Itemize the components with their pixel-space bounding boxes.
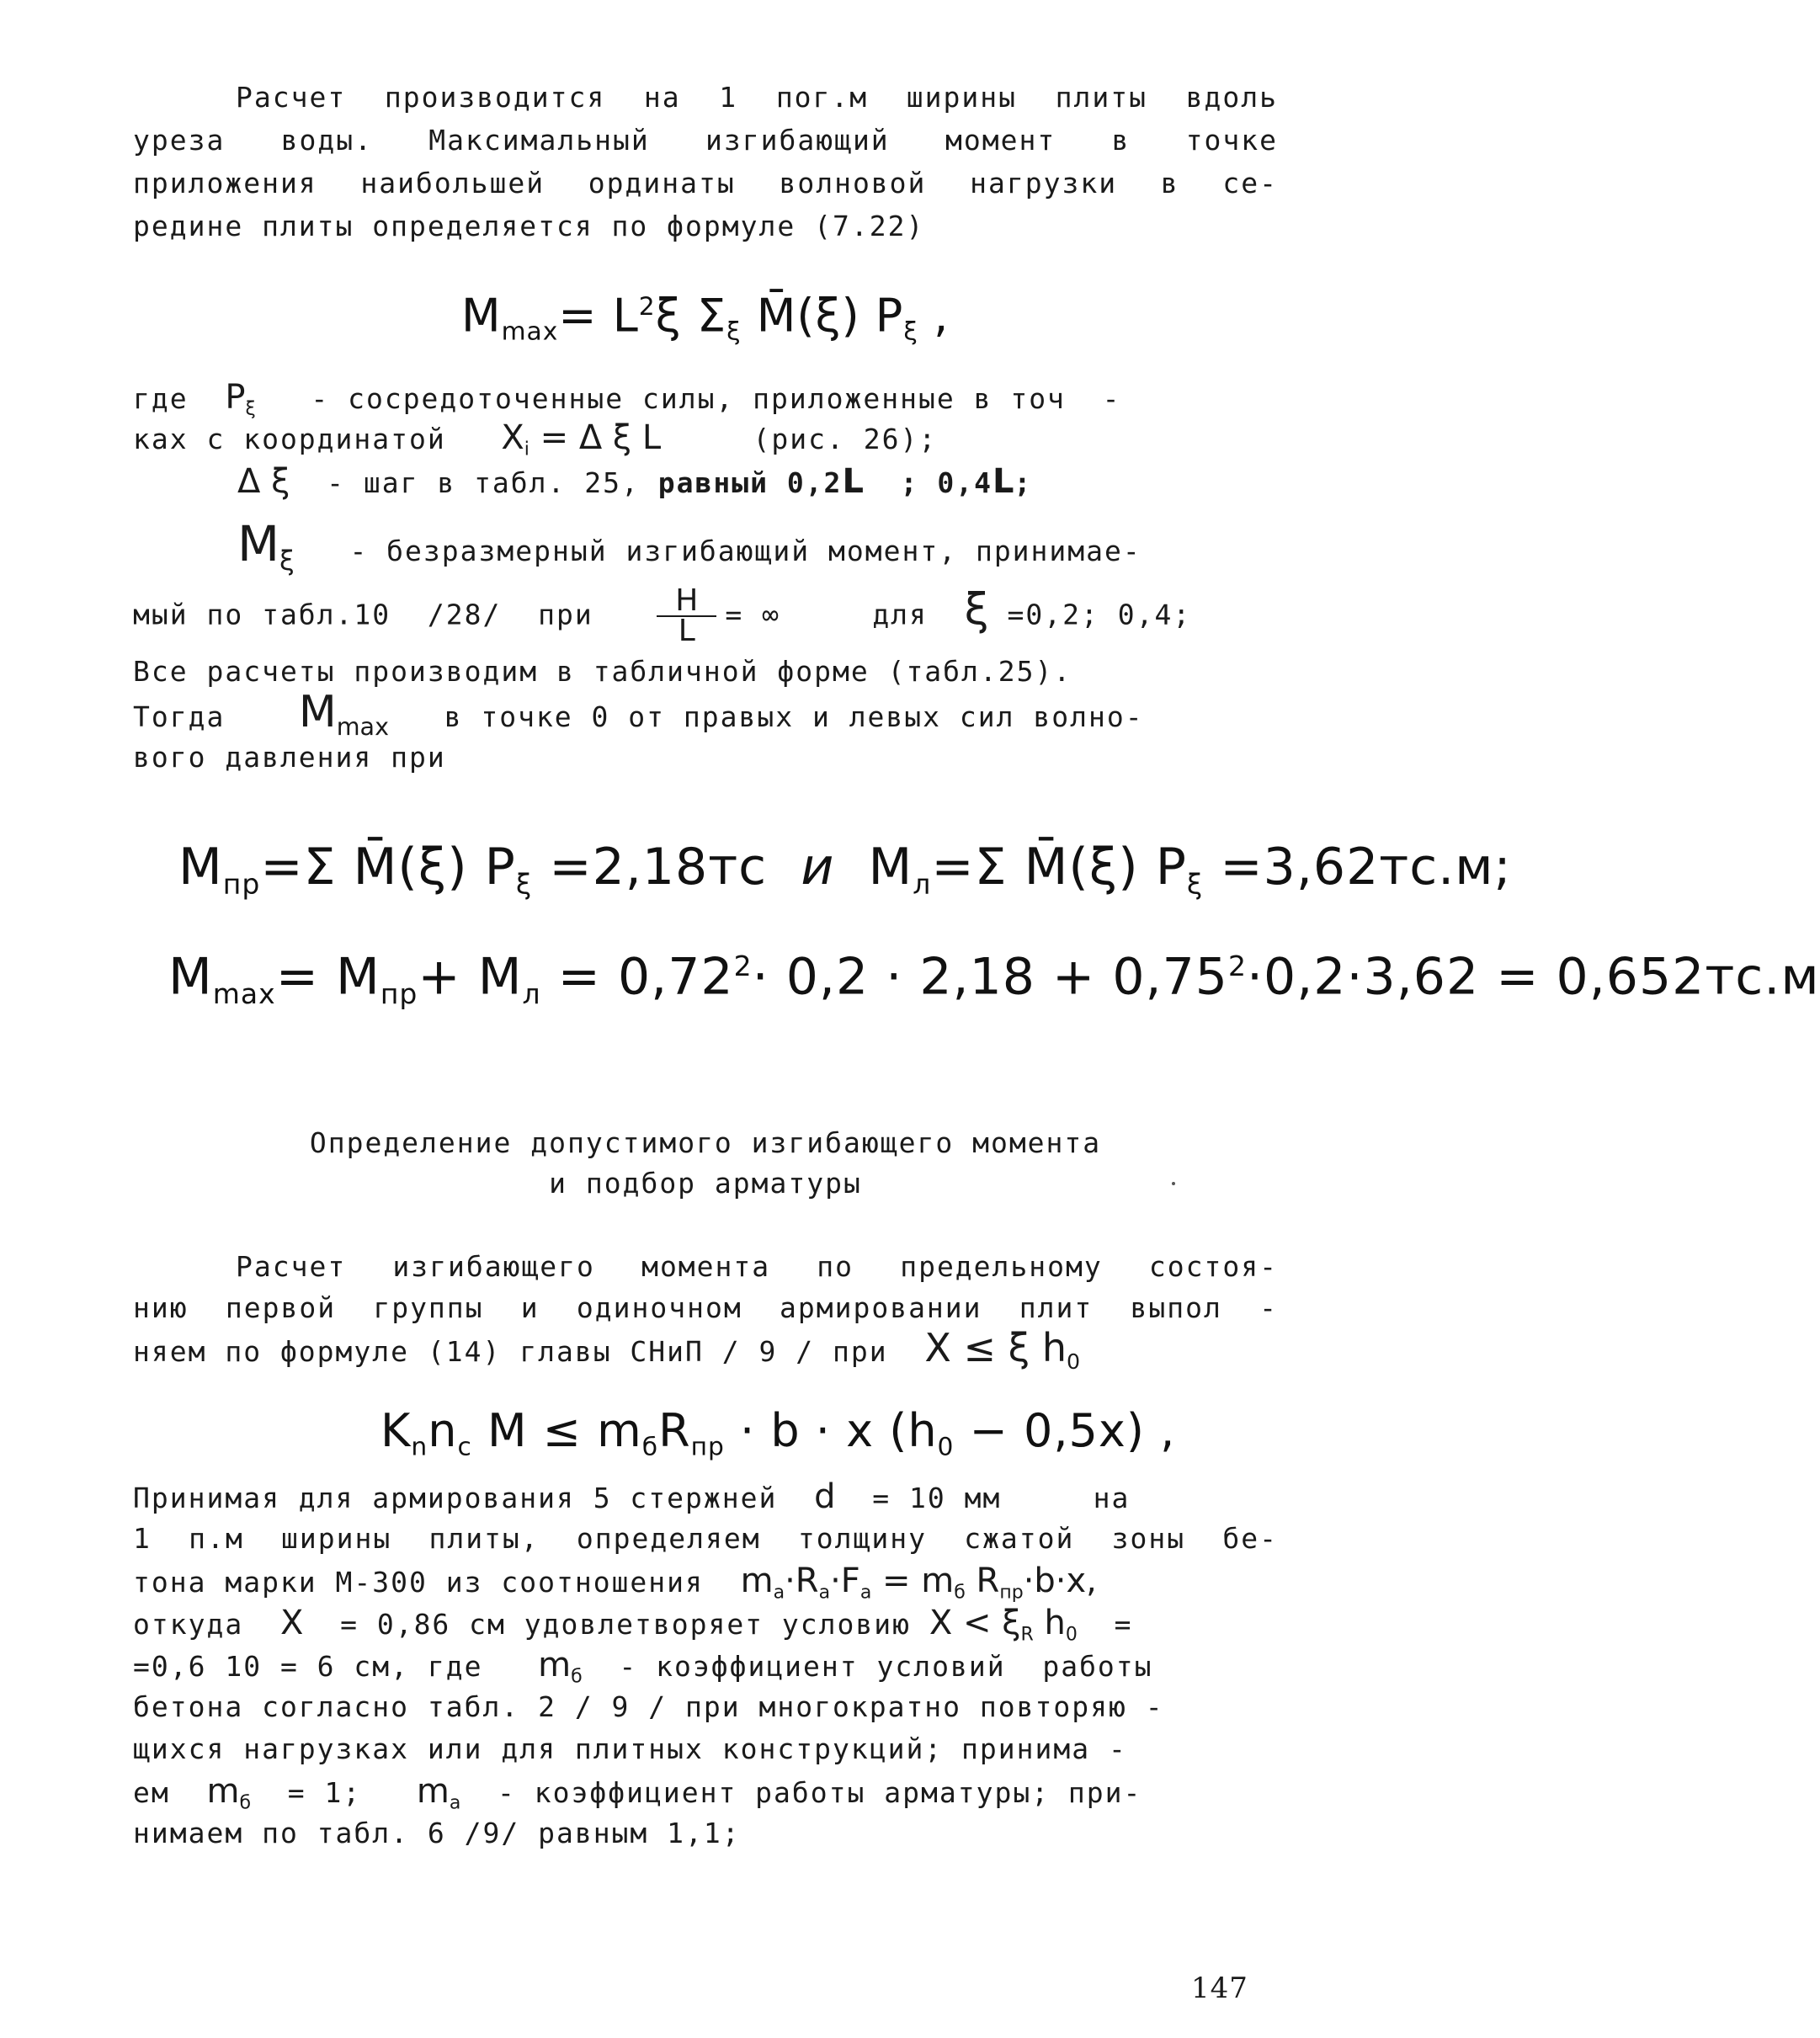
- formula-max-moment-value: $M_{max}= M_{пр}+ M_л = 0,72^2\cdot 0,2 \cdot 2,18 + 0,75^2\cdot 0,2\cdot 3,62 = 0,652тс.м$: [168, 947, 1820, 1010]
- section-heading: и подбор арматуры: [549, 1167, 862, 1200]
- paragraph-line: ем $m_б = 1$; $m_a$ - коэффициент работы арматуры; при-: [133, 1772, 1142, 1814]
- paragraph-line: щихся нагрузках или для плитных конструкций; принима -: [133, 1732, 1127, 1765]
- definition-line: ках с координатой $X_i = \Delta$ ξ L (рис. 26);: [133, 418, 938, 460]
- paragraph-line: няем по формуле (14) главы СНиП / 9 / при X ≤ ξ $h_0$: [133, 1325, 1081, 1374]
- paragraph-line: Все расчеты производим в табличной форме (табл.25).: [133, 655, 1072, 688]
- formula-right-left-moments: $M_{пр}=\Sigma$ M̄(ξ) $P_\xi =2,18тс$ и $M_л=\Sigma$ M̄(ξ) $P_\xi =3,62тс.м$;: [178, 838, 1512, 901]
- section-heading: Определение допустимого изгибающего момента: [309, 1126, 1102, 1159]
- definition-line: Δ ξ - шаг в табл. 25, равный 0,2L ; 0,4L;: [237, 462, 1033, 501]
- paragraph-line: тона марки М-300 из соотношения $m_a\cdot R_a\cdot F_a = m_б$ $R_{пр}\cdot b\cdot x$,: [133, 1562, 1097, 1604]
- h-over-l-fraction: $\frac{H}{L}$: [657, 587, 716, 646]
- paragraph-line: =0,6 10 = 6 см, где $m_б$ - коэффициент условий работы: [133, 1646, 1153, 1688]
- paragraph-line: вого давления при: [133, 741, 446, 774]
- paragraph-line: приложения наибольшей ординаты волновой нагрузки в се-: [133, 167, 1278, 200]
- paragraph-line: нимаем по табл. 6 /9/ равным 1,1;: [133, 1817, 741, 1849]
- paragraph-line: Расчет производится на 1 пог.м ширины плиты вдоль: [236, 81, 1278, 114]
- formula-max-moment: $M_{max}= L^2\xi$ $\Sigma_\xi$ M̄(ξ) $P_\xi$ ,: [461, 289, 950, 347]
- paragraph-line: бетона согласно табл. 2 / 9 / при многократно повторяю -: [133, 1690, 1164, 1723]
- paragraph-line: редине плиты определяется по формуле (7.22): [133, 210, 925, 242]
- definition-line: где $P_\xi$ - сосредоточенные силы, приложенные в точ -: [133, 378, 1121, 420]
- paragraph-line: уреза воды. Максимальный изгибающий момент в точке: [133, 124, 1278, 157]
- stray-mark: [1172, 1182, 1175, 1185]
- page-number: 147: [1191, 1971, 1248, 2005]
- formula-limit-state: $K_nn_c$ $M \le m_бR_{пр} \cdot b \cdot x$ $(h_0 - 0,5x)$ ,: [380, 1404, 1176, 1462]
- definition-line: $M_\xi$ - безразмерный изгибающий момент, принимае-: [237, 515, 1141, 577]
- definition-line: мый по табл.10 /28/ при $\frac{H}{L}$ = ∞ для ξ =0,2; 0,4;: [133, 583, 1192, 648]
- paragraph-line: 1 п.м ширины плиты, определяем толщину сжатой зоны бе-: [133, 1522, 1278, 1555]
- paragraph-line: откуда X = 0,86 см удовлетворяет условию $X < \xi_R$ $h_0$ =: [133, 1604, 1133, 1646]
- paragraph-line: Принимая для армирования 5 стержней d = 10 мм на: [133, 1477, 1131, 1516]
- paragraph-line: Тогда $M_{max}$ в точке 0 от правых и левых сил волно-: [133, 687, 1144, 741]
- paragraph-line: Расчет изгибающего момента по предельному состоя-: [236, 1250, 1278, 1283]
- paragraph-line: нию первой группы и одиночном армировании плит выпол -: [133, 1291, 1278, 1324]
